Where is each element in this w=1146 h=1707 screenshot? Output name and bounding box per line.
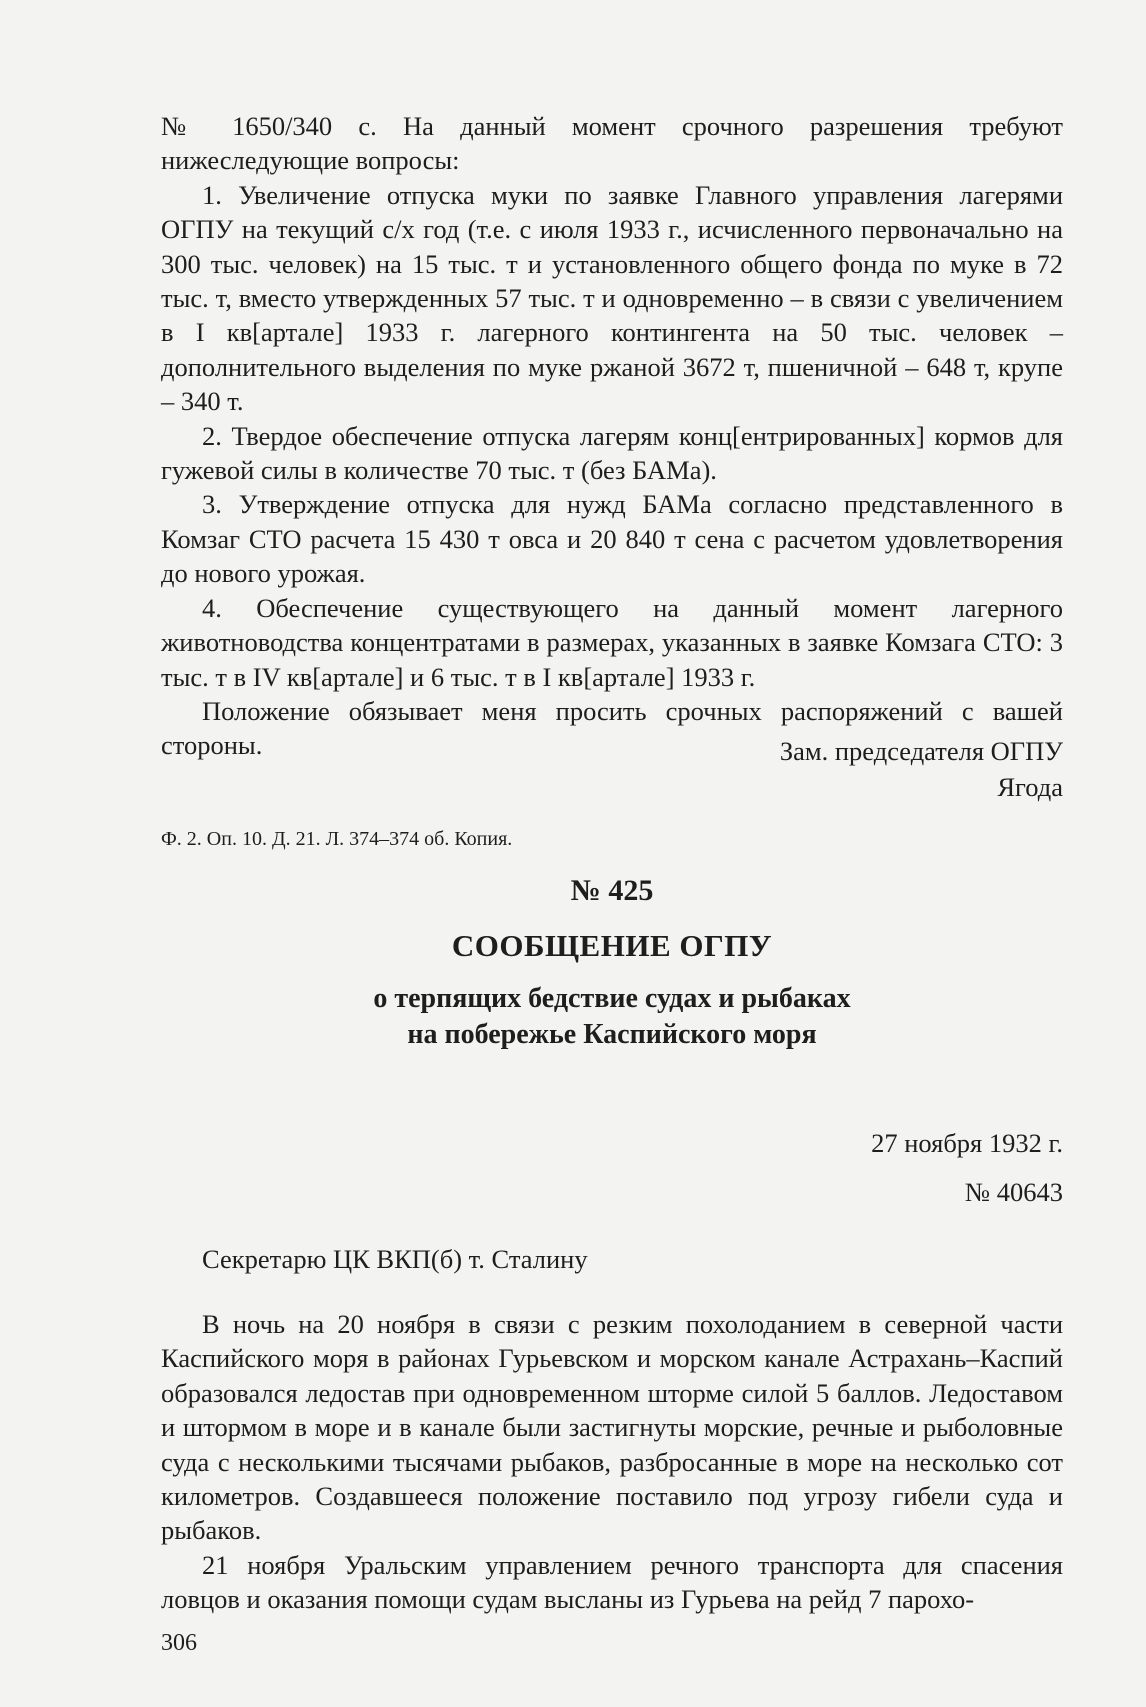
addressee: Секретарю ЦК ВКП(б) т. Сталину xyxy=(202,1244,588,1274)
document-title: СООБЩЕНИЕ ОГПУ xyxy=(451,928,773,963)
subtitle-line: о терпящих бедствие судах и рыбаках xyxy=(373,983,851,1014)
paragraph: 4. Обеспечение существующего на данный момент лагерного животноводства концентратами в размерах, указанных в заявке Комзага СТО: 3 тыс. т в IV кв[артале] и 6 тыс. т в I кв[артале] 1933 г. xyxy=(161,592,1063,692)
signatory-name: Ягода xyxy=(997,772,1063,802)
document-subtitle xyxy=(161,981,1063,1053)
paragraph: 1. Увеличение отпуска муки по заявке Главного управления лагерями ОГПУ на текущий с/х год (т.е. с июля 1933 г., исчисленного первоначально на 300 тыс. человек) на 15 тыс. т и установленного общего фонда по муке в 72 тыс. т, вместо утвержденных 57 тыс. т и одновременно – в связи с увеличением в I кв[артале] 1933 г. лагерного контингента на 50 тыс. человек – дополнительного выделения по муке ржаной 3672 т, пшеничной – 648 т, крупе – 340 т. xyxy=(161,179,1063,417)
paragraph: № 1650/340 с. На данный момент срочного разрешения требуют нижеследующие вопросы: xyxy=(161,111,1063,176)
document-body xyxy=(161,1307,1063,1617)
subtitle-line: на побережье Каспийского моря xyxy=(407,1019,817,1050)
outgoing-number: № 40643 xyxy=(964,1177,1063,1207)
signature-block xyxy=(780,733,1063,805)
paragraph: 2. Твердое обеспечение отпуска лагерям конц[ентрированных] кормов для гужевой силы в количестве 70 тыс. т (без БАМа). xyxy=(161,420,1063,486)
paragraph: Положение обязывает меня просить срочных распоряжений с вашей стороны. xyxy=(161,695,1063,761)
paragraph: 3. Утверждение отпуска для нужд БАМа согласно представленного в Комзаг СТО расчета 15 430 т овса и 20 840 т сена с расчетом удовлетворения до нового урожая. xyxy=(161,489,1063,589)
paragraph: В ночь на 20 ноября в связи с резким похолоданием в северной части Каспийского моря в районах Гурьевском и морском канале Астрахань–Каспий образовался ледостав при одновременном шторме силой 5 баллов. Ледоставом и штормом в море и в канале были застигнуты морские, речные и рыболовные суда с несколькими тысячами рыбаков, разбросанные в море на несколько сот километров. Создавшееся положение поставило под угрозу гибели суда и рыбаков. xyxy=(161,1309,1063,1546)
page-number: 306 xyxy=(161,1630,197,1656)
previous-document-text xyxy=(161,109,1063,763)
document-number: № 425 xyxy=(570,874,654,907)
archive-reference: Ф. 2. Оп. 10. Д. 21. Л. 374–374 об. Копия. xyxy=(161,828,513,850)
paragraph: 21 ноября Уральским управлением речного транспорта для спасения ловцов и оказания помощи судам высланы из Гурьева на рейд 7 парохо- xyxy=(161,1549,1063,1615)
signatory-position: Зам. председателя ОГПУ xyxy=(779,736,1063,766)
document-date: 27 ноября 1932 г. xyxy=(871,1128,1063,1158)
